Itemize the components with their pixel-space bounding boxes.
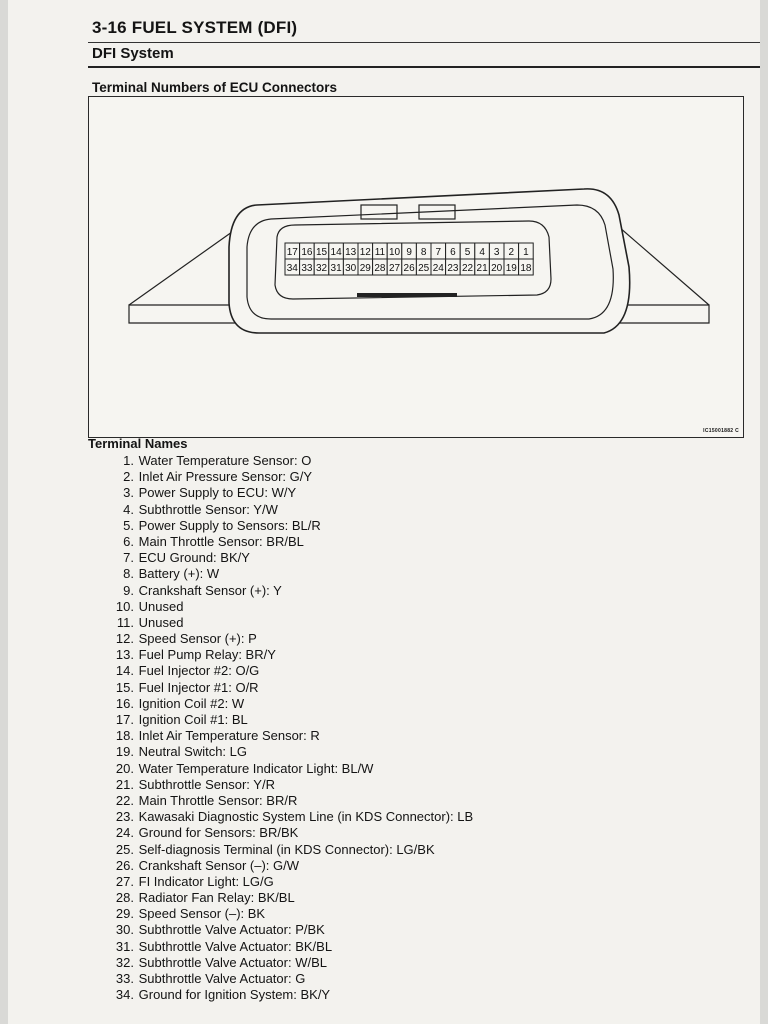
terminal-number: 28. [115,890,134,906]
terminal-number: 31. [115,938,134,954]
connector-pin-number: 11 [374,247,386,258]
connector-pin-number: 21 [476,263,488,274]
terminal-description: Unused [138,614,184,630]
ecu-connector-diagram [89,97,743,437]
terminal-number: 29. [115,906,134,922]
terminal-description: Subthrottle Valve Actuator: P/BK [138,922,325,938]
terminal-number: 20. [115,760,134,776]
connector-pin-number: 18 [520,263,532,274]
connector-pin-number: 31 [330,263,342,274]
terminal-list-item [104,809,704,825]
terminal-description: Speed Sensor (+): P [138,631,257,647]
manual-page [8,0,760,1024]
terminal-list-item [104,744,704,760]
terminal-list-item [104,534,704,550]
connector-pin-number: 3 [493,247,500,258]
terminal-number: 9. [123,582,134,598]
terminal-number: 15. [115,679,134,695]
terminal-description: Subthrottle Valve Actuator: BK/BL [138,938,333,954]
connector-pin-number: 23 [447,263,459,274]
terminal-list-item [104,906,704,922]
connector-key-slot [357,293,457,297]
terminal-names-list [104,453,704,1003]
terminal-list-item [104,793,704,809]
terminal-number: 22. [115,792,134,808]
connector-pin-number: 7 [435,247,442,258]
terminal-list-item [104,663,704,679]
terminal-list-item [104,955,704,971]
terminal-description: Neutral Switch: LG [138,744,247,760]
terminal-number: 5. [123,517,134,533]
terminal-description: Kawasaki Diagnostic System Line (in KDS Connector): LB [138,809,474,825]
terminal-number: 23. [115,809,134,825]
connector-pin-number: 5 [464,247,471,258]
section-title: 3-16 FUEL SYSTEM (DFI) [92,18,298,37]
terminal-number: 2. [123,469,134,485]
terminal-list-item [104,874,704,890]
connector-pin-number: 20 [491,263,503,274]
terminal-list-item [104,680,704,696]
terminal-description: Self-diagnosis Terminal (in KDS Connector): LG/BK [138,841,435,857]
terminal-list-item [104,696,704,712]
terminal-description: Water Temperature Sensor: O [138,453,312,468]
terminal-list-item [104,825,704,841]
terminal-list-item [104,777,704,793]
connector-pin-number: 33 [301,263,313,274]
terminal-number: 1. [123,453,134,468]
terminal-list-item [104,550,704,566]
connector-pin-number: 26 [403,263,415,274]
terminal-list-item [104,939,704,955]
connector-pin-number: 16 [301,247,313,258]
terminal-description: Subthrottle Sensor: Y/R [138,776,275,792]
connector-pin-number: 28 [374,263,386,274]
terminal-list-item [104,469,704,485]
terminal-number: 19. [115,744,134,760]
terminal-description: Water Temperature Indicator Light: BL/W [138,760,374,776]
terminal-description: Fuel Injector #2: O/G [138,663,260,679]
pin-grid [285,243,533,275]
terminal-number: 30. [115,922,134,938]
terminal-number: 11. [116,614,134,630]
terminal-list-item [104,728,704,744]
terminal-number: 32. [115,954,134,970]
terminal-list-item [104,761,704,777]
terminal-description: Battery (+): W [138,566,220,582]
terminal-description: Inlet Air Pressure Sensor: G/Y [138,469,313,485]
connector-pin-number: 24 [432,263,444,274]
terminal-number: 16. [115,695,134,711]
terminal-number: 6. [123,533,134,549]
terminal-number: 34. [115,987,134,1003]
subsection-rule [88,66,760,68]
connector-pin-number: 2 [508,247,515,258]
terminal-description: Speed Sensor (–): BK [138,906,266,922]
terminal-number: 25. [115,841,134,857]
connector-pin-number: 15 [315,247,328,258]
terminal-description: Inlet Air Temperature Sensor: R [138,728,320,744]
terminal-number: 3. [123,485,134,501]
terminal-list-item [104,922,704,938]
terminal-list-item [104,858,704,874]
subsection-title: DFI System [92,45,174,62]
figure-title: Terminal Numbers of ECU Connectors [92,80,338,95]
terminal-description: Unused [138,598,184,614]
terminal-description: Ignition Coil #1: BL [138,712,248,727]
connector-pin-number: 1 [523,247,529,258]
terminal-description: Ground for Ignition System: BK/Y [138,987,331,1003]
terminal-number: 8. [123,566,134,582]
terminal-number: 24. [115,825,134,841]
terminal-list-item [104,631,704,647]
ecu-connector-figure [88,96,744,438]
connector-pin-number: 13 [345,247,357,258]
terminal-number: 27. [115,873,134,889]
terminal-number: 17. [115,712,134,727]
connector-pin-number: 10 [388,247,401,258]
terminal-description: Radiator Fan Relay: BK/BL [138,890,295,906]
terminal-list-item [104,842,704,858]
terminal-description: Subthrottle Valve Actuator: W/BL [138,954,327,970]
terminal-description: Subthrottle Sensor: Y/W [138,501,278,517]
terminal-list-item [104,583,704,599]
terminal-description: Main Throttle Sensor: BR/R [138,792,298,808]
connector-pin-number: 4 [479,247,485,258]
terminal-list-item [104,712,704,728]
terminal-number: 18. [115,728,134,744]
connector-pin-number: 25 [418,263,430,274]
connector-pin-number: 34 [286,263,298,274]
terminal-description: FI Indicator Light: LG/G [138,873,274,889]
terminal-list-item [104,453,704,469]
terminal-description: Ground for Sensors: BR/BK [138,825,299,841]
terminal-list-item [104,599,704,615]
connector-pin-number: 12 [359,247,371,258]
terminal-list-item [104,485,704,501]
terminal-list-item [104,647,704,663]
header-rule [88,42,760,43]
terminal-list-item [104,890,704,906]
terminal-description: Crankshaft Sensor (+): Y [138,582,282,598]
terminal-description: Subthrottle Valve Actuator: G [138,971,306,986]
connector-pin-number: 6 [450,247,456,258]
terminal-description: Main Throttle Sensor: BR/BL [138,533,304,549]
terminal-list-item [104,987,704,1003]
connector-pin-number: 19 [505,263,517,274]
terminal-names-title: Terminal Names [88,436,188,451]
connector-pin-number: 22 [461,263,474,274]
terminal-number: 7. [123,550,134,566]
terminal-description: Power Supply to ECU: W/Y [138,485,297,501]
figure-code: IC15001882 C [703,428,739,434]
terminal-number: 12. [115,631,134,647]
terminal-number: 10. [115,598,134,614]
connector-pin-number: 17 [286,247,298,258]
terminal-number: 26. [115,857,134,873]
connector-pin-number: 9 [406,247,412,258]
terminal-number: 21. [115,776,134,792]
terminal-number: 33. [115,971,134,986]
connector-pin-number: 27 [388,263,401,274]
terminal-list-item [104,518,704,534]
terminal-description: Crankshaft Sensor (–): G/W [138,857,300,873]
terminal-list-item [104,502,704,518]
connector-pin-number: 8 [420,247,427,258]
terminal-description: Ignition Coil #2: W [138,695,245,711]
connector-pin-number: 14 [330,247,342,258]
terminal-list-item [104,566,704,582]
terminal-list-item [104,971,704,987]
connector-pin-number: 30 [345,263,357,274]
terminal-number: 13. [115,647,134,663]
terminal-list-item [104,615,704,631]
terminal-description: Fuel Pump Relay: BR/Y [138,647,276,663]
terminal-description: Fuel Injector #1: O/R [138,679,259,695]
terminal-description: ECU Ground: BK/Y [138,550,250,566]
connector-pin-number: 29 [359,263,371,274]
terminal-number: 4. [123,501,134,517]
terminal-number: 14. [115,663,134,679]
connector-pin-number: 32 [315,263,328,274]
terminal-description: Power Supply to Sensors: BL/R [138,517,321,533]
